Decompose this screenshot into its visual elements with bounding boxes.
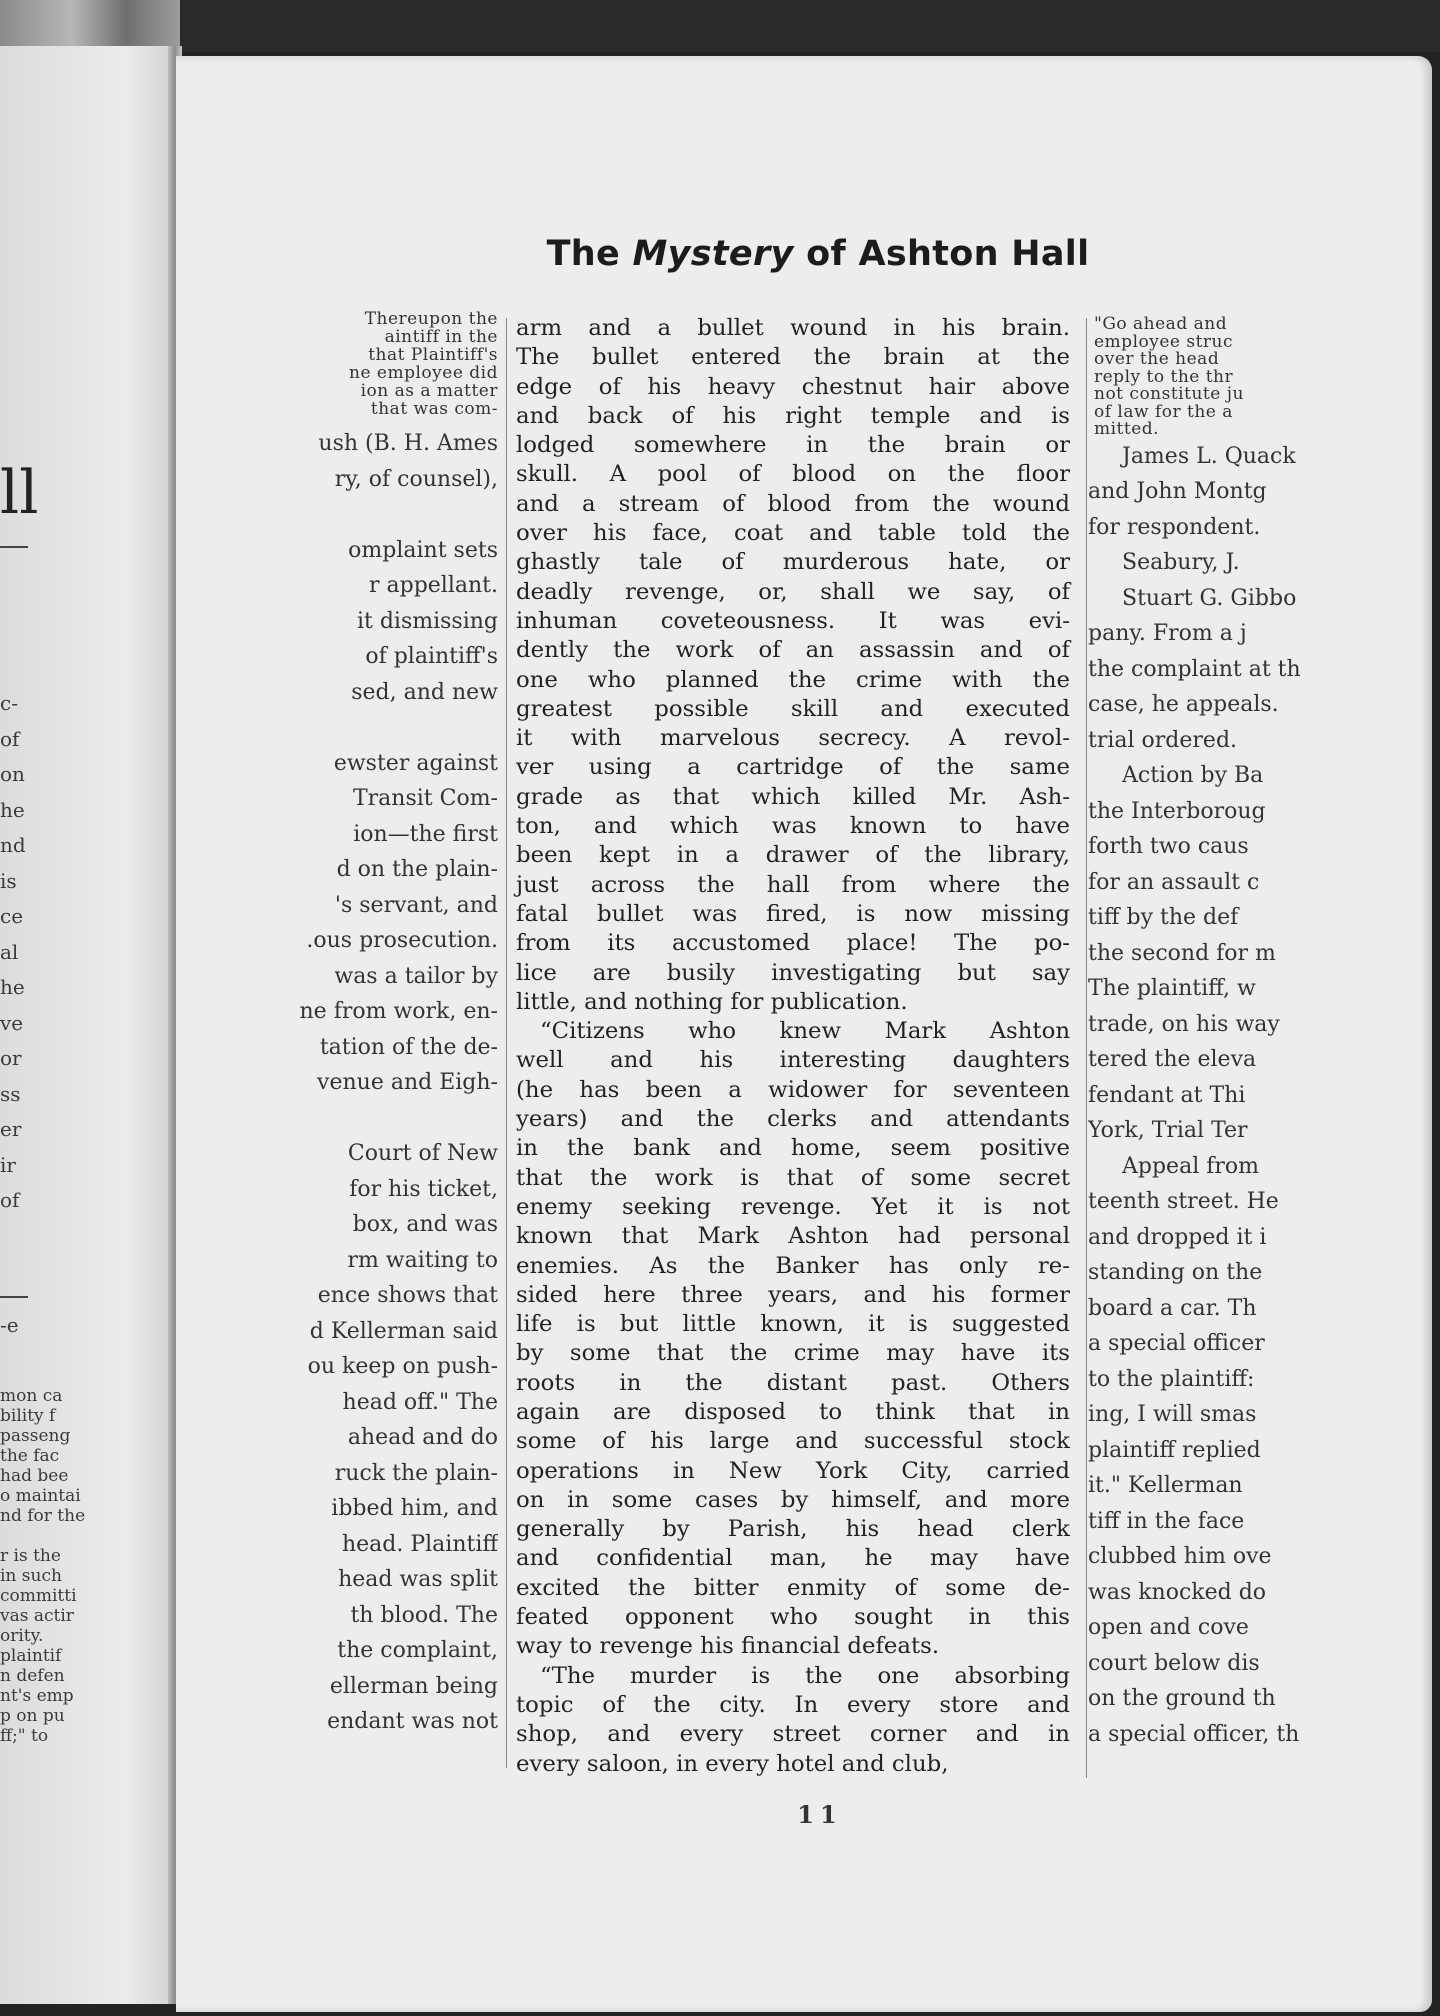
article-line: generally by Parish, his head clerk xyxy=(516,1516,1070,1543)
prev-page-small-line: vas actir xyxy=(0,1606,74,1626)
left-line: ibbed him, and xyxy=(331,1496,498,1521)
left-line: head was split xyxy=(338,1567,498,1592)
left-line: Court of New xyxy=(347,1141,498,1166)
right-line: for respondent. xyxy=(1088,514,1261,540)
left-line: ruck the plain- xyxy=(334,1460,498,1486)
column-rule-right xyxy=(1086,318,1087,1778)
right-line: the complaint at th xyxy=(1088,656,1301,682)
article-line: operations in New York City, carried xyxy=(516,1457,1070,1484)
left-small-line: that was com- xyxy=(370,399,498,419)
prev-page-small-line: in such xyxy=(0,1566,62,1586)
left-small-line: that Plaintiff's xyxy=(368,345,498,365)
prev-page-line: he xyxy=(0,975,25,999)
prev-page-small-line: committi xyxy=(0,1586,77,1606)
right-line: Action by Ba xyxy=(1122,763,1264,788)
article-line: greatest possible skill and executed xyxy=(516,695,1070,722)
prev-page-line: of xyxy=(0,1188,20,1212)
column-rule-left xyxy=(506,318,507,1768)
right-line: pany. From a j xyxy=(1088,621,1247,646)
article-line: skull. A pool of blood on the floor xyxy=(516,461,1070,488)
left-line: ush (B. H. Ames xyxy=(318,431,498,456)
prev-after-rule: -e xyxy=(0,1313,19,1337)
article-line: from its accustomed place! The po- xyxy=(516,930,1070,957)
right-line: a special officer, th xyxy=(1088,1721,1300,1747)
article-line: every saloon, in every hotel and club, xyxy=(516,1750,949,1777)
article-line: enemies. As the Banker has only re- xyxy=(516,1252,1070,1279)
book-binding xyxy=(0,0,180,46)
article-line: deadly revenge, or, shall we say, of xyxy=(516,578,1070,605)
right-line: a special officer xyxy=(1088,1331,1265,1356)
article-line: over his face, coat and table told the xyxy=(516,520,1070,547)
left-small-line: ion as a matter xyxy=(360,381,498,401)
prev-page-small-line: plaintif xyxy=(0,1646,62,1666)
article-line: known that Mark Ashton had personal xyxy=(516,1223,1070,1250)
prev-rule-2 xyxy=(0,1296,28,1298)
right-line: ing, I will smas xyxy=(1088,1402,1257,1427)
right-line: was knocked do xyxy=(1088,1579,1267,1605)
article-line: “Citizens who knew Mark Ashton xyxy=(540,1018,1070,1045)
right-line: to the plaintiff: xyxy=(1088,1366,1255,1392)
left-line: Transit Com- xyxy=(352,786,498,811)
article-line: ver using a cartridge of the same xyxy=(516,754,1070,781)
right-line: tered the eleva xyxy=(1088,1047,1257,1072)
article-line: feated opponent who sought in this xyxy=(516,1604,1070,1631)
article-line: it with marvelous secrecy. A revol- xyxy=(516,725,1070,752)
right-line: Stuart G. Gibbo xyxy=(1122,585,1297,611)
left-small-line: aintiff in the xyxy=(384,327,498,347)
prev-page-small-line: passeng xyxy=(0,1426,71,1446)
right-small-line: over the head xyxy=(1094,349,1220,369)
article-line: enemy seeking revenge. Yet it is not xyxy=(516,1193,1070,1220)
right-text xyxy=(1088,439,1354,1753)
prev-small-lines xyxy=(0,1386,180,1746)
left-column xyxy=(236,310,498,1740)
left-small-text xyxy=(236,310,498,418)
left-line: for his ticket, xyxy=(349,1176,498,1202)
prev-page-line: er xyxy=(0,1117,22,1141)
prev-heading-fragment: ll xyxy=(0,458,39,528)
article-line: “The murder is the one absorbing xyxy=(540,1662,1070,1689)
right-small-line: mitted. xyxy=(1094,419,1160,439)
article-line: lodged somewhere in the brain or xyxy=(516,432,1070,459)
left-line xyxy=(236,497,498,533)
article-line: by some that the crime may have its xyxy=(516,1340,1070,1367)
article-line: (he has been a widower for seventeen xyxy=(516,1076,1070,1103)
article-line: little, and nothing for publication. xyxy=(516,988,908,1015)
left-line: 's servant, and xyxy=(334,892,498,918)
right-small-line: employee struc xyxy=(1094,331,1234,352)
article-line: shop, and every street corner and in xyxy=(516,1721,1070,1748)
top-background xyxy=(0,0,1440,52)
prev-page-small-line: nt's emp xyxy=(0,1686,74,1706)
prev-page-line: al xyxy=(0,939,19,964)
article-line: one who planned the crime with the xyxy=(516,666,1070,693)
article-line: dently the work of an assassin and of xyxy=(516,637,1070,664)
right-line: open and cove xyxy=(1088,1615,1249,1640)
right-column xyxy=(1088,316,1354,1752)
previous-page-edge xyxy=(0,46,180,2004)
title-rest: of Ashton Hall xyxy=(793,234,1090,274)
left-line: ewster against xyxy=(333,750,498,776)
title-italic: Mystery xyxy=(632,234,794,274)
prev-page-line: ss xyxy=(0,1081,21,1106)
article-line: ghastly tale of murderous hate, or xyxy=(516,549,1070,576)
prev-page-line: c- xyxy=(0,691,18,715)
left-line: ahead and do xyxy=(347,1425,498,1450)
left-line: ellerman being xyxy=(329,1673,498,1699)
right-line: plaintiff replied xyxy=(1088,1437,1261,1463)
article-line: way to revenge his financial defeats. xyxy=(516,1633,940,1660)
left-line: box, and was xyxy=(352,1212,498,1237)
article-line: The bullet entered the brain at the xyxy=(516,344,1070,371)
prev-page-line: ce xyxy=(0,904,24,928)
right-line: and John Montg xyxy=(1088,479,1267,504)
right-line: on the ground th xyxy=(1088,1686,1276,1711)
prev-page-line: of xyxy=(0,726,20,751)
right-line: standing on the xyxy=(1088,1260,1263,1285)
left-line: r appellant. xyxy=(368,573,498,598)
prev-page-small-line: bility f xyxy=(0,1406,56,1426)
article-line: again are disposed to think that in xyxy=(516,1398,1070,1425)
left-line: omplaint sets xyxy=(348,537,498,563)
left-line: of plaintiff's xyxy=(365,644,498,669)
left-line: the complaint, xyxy=(337,1638,498,1663)
article-line: lice are busily investigating but say xyxy=(516,959,1070,986)
prev-page-small-line: r is the xyxy=(0,1546,61,1566)
right-line: The plaintiff, w xyxy=(1088,976,1256,1001)
left-line: endant was not xyxy=(327,1709,498,1734)
left-line: it dismissing xyxy=(356,608,498,634)
right-small-text xyxy=(1088,316,1354,439)
prev-page-small-line: p on pu xyxy=(0,1706,65,1726)
article-line: and confidential man, he may have xyxy=(516,1545,1070,1572)
right-line: Appeal from xyxy=(1122,1153,1259,1179)
right-small-line: reply to the thr xyxy=(1094,366,1234,387)
right-line: forth two caus xyxy=(1088,834,1249,859)
left-line xyxy=(236,1101,498,1137)
article-line: arm and a bullet wound in his brain. xyxy=(516,315,1070,341)
article-line: and back of his right temple and is xyxy=(516,402,1070,429)
article-line: been kept in a drawer of the library, xyxy=(516,842,1070,869)
left-line: head. Plaintiff xyxy=(341,1531,498,1557)
right-line: the Interboroug xyxy=(1088,798,1266,824)
right-line: York, Trial Ter xyxy=(1088,1118,1248,1143)
prev-text-lines xyxy=(0,686,180,1219)
article-line: and a stream of blood from the wound xyxy=(516,490,1070,517)
prev-page-line: ve xyxy=(0,1010,24,1035)
left-line: d on the plain- xyxy=(336,857,498,882)
right-line: case, he appeals. xyxy=(1088,692,1279,717)
article-line: sided here three years, and his former xyxy=(516,1281,1070,1308)
prev-page-line: on xyxy=(0,762,25,786)
prev-page-line: nd xyxy=(0,833,26,857)
right-small-line: not constitute ju xyxy=(1094,384,1244,404)
left-line: ne from work, en- xyxy=(299,999,498,1024)
prev-page-small-line: mon ca xyxy=(0,1386,63,1406)
right-line: Seabury, J. xyxy=(1122,550,1240,575)
right-line: clubbed him ove xyxy=(1088,1544,1272,1569)
left-line: sed, and new xyxy=(351,679,498,705)
article-line: years) and the clerks and attendants xyxy=(516,1106,1070,1133)
right-small-line: of law for the a xyxy=(1094,401,1233,422)
right-line: court below dis xyxy=(1088,1650,1260,1676)
article-line: topic of the city. In every store and xyxy=(516,1691,1070,1718)
right-line: tiff in the face xyxy=(1088,1508,1245,1534)
left-line: .ous prosecution. xyxy=(306,928,498,953)
right-line: James L. Quack xyxy=(1122,443,1296,469)
prev-page-small-line xyxy=(0,1526,180,1546)
left-line: ion—the first xyxy=(353,821,498,847)
article-line: ton, and which was known to have xyxy=(516,813,1070,840)
right-line: and dropped it i xyxy=(1088,1224,1267,1250)
prev-page-small-line: n defen xyxy=(0,1666,65,1686)
article-line: edge of his heavy chestnut hair above xyxy=(516,373,1070,400)
right-line: the second for m xyxy=(1088,940,1276,966)
article-line: grade as that which killed Mr. Ash- xyxy=(516,783,1070,810)
right-line: tiff by the def xyxy=(1088,905,1239,930)
right-line: teenth street. He xyxy=(1088,1189,1279,1214)
left-line: rm waiting to xyxy=(347,1247,498,1273)
article-line: on in some cases by himself, and more xyxy=(516,1486,1070,1513)
left-small-line: Thereupon the xyxy=(364,310,498,329)
page-title xyxy=(0,234,1440,274)
left-line: ry, of counsel), xyxy=(334,466,498,492)
left-line: d Kellerman said xyxy=(309,1318,498,1344)
prev-page-line: is xyxy=(0,868,17,893)
article-line: roots in the distant past. Others xyxy=(516,1369,1070,1396)
right-line: it." Kellerman xyxy=(1088,1473,1243,1498)
prev-page-line: or xyxy=(0,1046,22,1070)
prev-page-small-line: ority. xyxy=(0,1626,44,1646)
prev-page-small-line: had bee xyxy=(0,1466,69,1486)
right-line: trial ordered. xyxy=(1088,727,1238,753)
left-line: venue and Eigh- xyxy=(317,1070,498,1095)
right-line: for an assault c xyxy=(1088,869,1260,895)
prev-rule xyxy=(0,546,28,548)
article-line: fatal bullet was fired, is now missing xyxy=(516,900,1070,927)
prev-page-line: ir xyxy=(0,1152,16,1177)
left-line: ence shows that xyxy=(317,1283,498,1308)
prev-page-small-line: nd for the xyxy=(0,1506,86,1526)
left-line: head off." The xyxy=(342,1389,498,1415)
article-line: in the bank and home, seem positive xyxy=(516,1135,1070,1162)
article-line: that the work is that of some secret xyxy=(516,1164,1070,1191)
prev-page-small-line: the fac xyxy=(0,1446,60,1466)
right-line: trade, on his way xyxy=(1088,1011,1280,1037)
article-line: life is but little known, it is suggested xyxy=(516,1311,1070,1338)
right-line: fendant at Thi xyxy=(1088,1082,1246,1108)
article-column xyxy=(516,314,1070,1779)
prev-page-line: he xyxy=(0,797,25,822)
prev-page-small-line: ff;" to xyxy=(0,1726,49,1746)
left-text xyxy=(236,426,498,1740)
left-small-line: ne employee did xyxy=(349,363,498,383)
article-line: inhuman coveteousness. It was evi- xyxy=(516,607,1070,634)
left-line xyxy=(236,710,498,746)
prev-page-small-line: o maintai xyxy=(0,1486,81,1506)
article-line: just across the hall from where the xyxy=(516,871,1070,898)
article-line: some of his large and successful stock xyxy=(516,1428,1070,1455)
page-number: 11 xyxy=(797,1800,843,1829)
article-line: well and his interesting daughters xyxy=(516,1047,1070,1074)
right-small-line: "Go ahead and xyxy=(1094,316,1228,334)
left-line: tation of the de- xyxy=(319,1034,498,1060)
title-prefix: The xyxy=(546,234,633,274)
left-line: was a tailor by xyxy=(334,963,498,989)
left-line: th blood. The xyxy=(350,1602,498,1628)
right-line: board a car. Th xyxy=(1088,1295,1257,1321)
left-line: ou keep on push- xyxy=(307,1354,498,1379)
article-line: excited the bitter enmity of some de- xyxy=(516,1574,1070,1601)
